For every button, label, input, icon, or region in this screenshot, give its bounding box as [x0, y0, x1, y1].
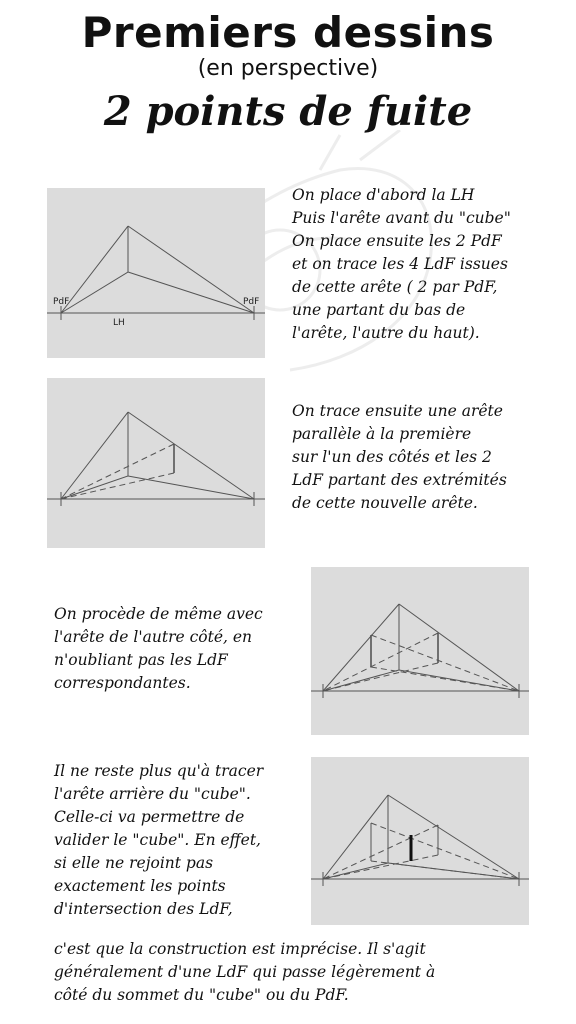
page-subtitle: (en perspective) — [197, 56, 379, 81]
horizon-label: LH — [113, 318, 125, 328]
step4-text: Il ne reste plus qu'à tracer l'arête arrière du "cube". Celle-ci va permettre de valider le "cube". En effet, si elle ne rejoint pas exactement les points d'intersection des LdF, — [54, 762, 264, 918]
step4-continuation: c'est que la construction est imprécise. Il s'agit généralement d'une LdF qui passe légèrement à côté du sommet du "cube" ou du PdF. — [54, 940, 436, 1004]
step1-diagram — [47, 188, 265, 358]
step1-text: On place d'abord la LH Puis l'arête avant du "cube" On place ensuite les 2 PdF et on trace les 4 LdF issues de cette arête ( 2 par PdF, une partant du bas de l'arête, l'autre du haut). — [292, 186, 511, 342]
step2-diagram — [47, 378, 265, 548]
page-script-title: 2 points de fuite — [103, 88, 473, 135]
step3-text: On procède de même avec l'arête de l'autre côté, en n'oubliant pas les LdF correspondantes. — [54, 605, 263, 692]
step4-diagram — [311, 757, 529, 925]
step2-text: On trace ensuite une arête parallèle à la première sur l'un des côtés et les 2 LdF partant des extrémités de cette nouvelle arête. — [292, 402, 507, 512]
vp-right-label: PdF — [243, 297, 260, 307]
page-title: Premiers dessins — [81, 8, 495, 57]
vp-left-label: PdF — [53, 297, 70, 307]
step3-diagram — [311, 567, 529, 735]
